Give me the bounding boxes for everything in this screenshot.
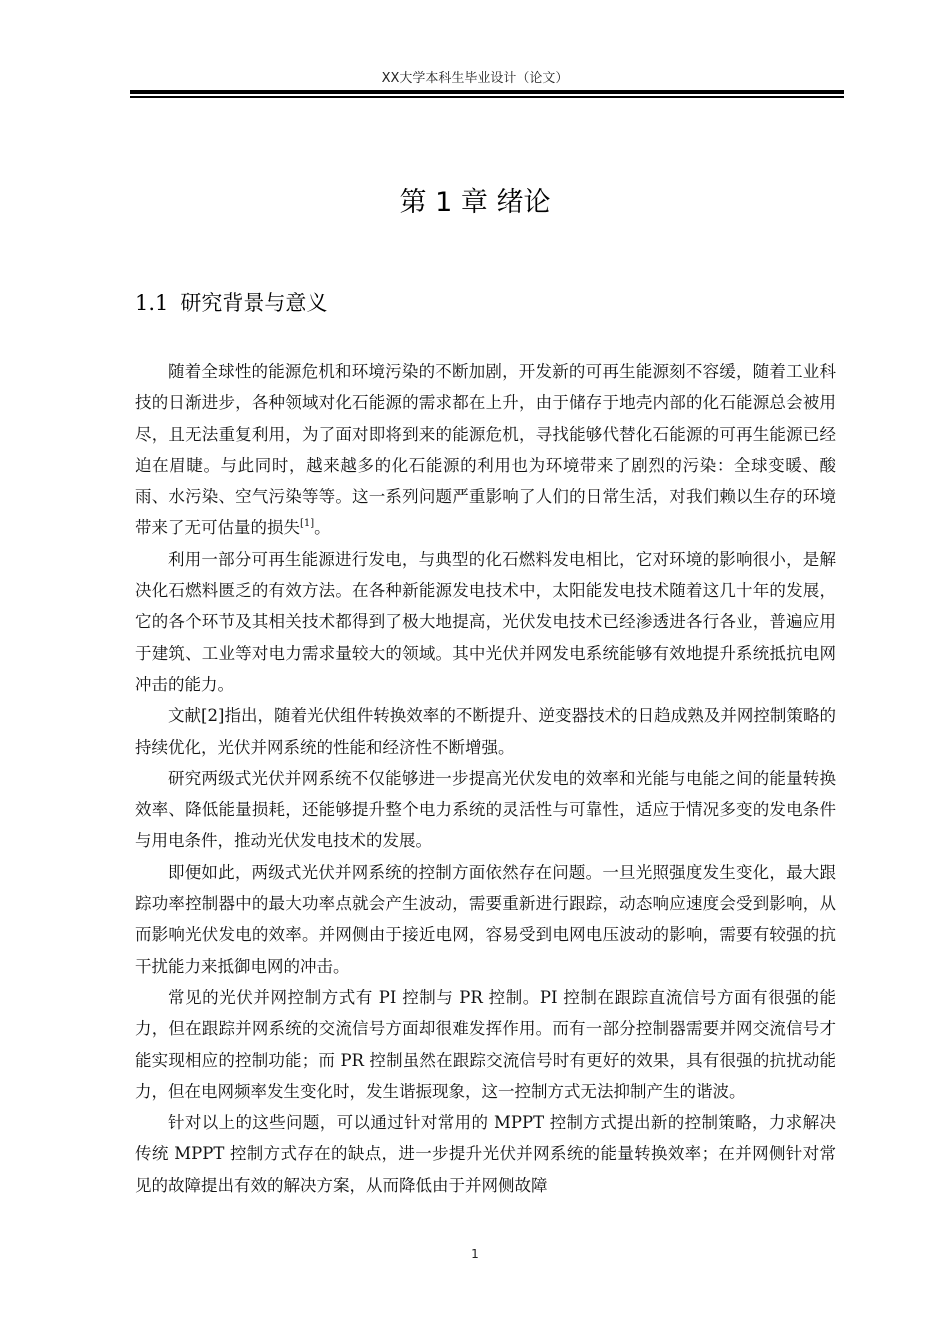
section-number: 1.1 [135,291,169,315]
section-title: 研究背景与意义 [180,291,328,315]
body-text [135,356,836,1201]
paragraph-end: 。 [314,518,331,538]
running-header: XX大学本科生毕业设计（论文） [381,71,569,86]
paragraph-text: 随着全球性的能源危机和环境污染的不断加剧，开发新的可再生能源刻不容缓，随着工业科技的日渐进步，各种领域对化石能源的需求都在上升，由于储存于地壳内部的化石能源总会被用尽，且无法重复利用，为了面对即将到来的能源危机，寻找能够代替化石能源的可再生能源已经迫在眉睫。与此同时，越来越多的化石能源的利用也为环境带来了剧烈的污染：全球变暖、酸雨、水污染、空气污染等等。这一系列问题严重影响了人们的日常生活，对我们赖以生存的环境带来了无可估量的损失 [135,362,836,538]
chapter-title: 第 1 章 绪论 [399,187,551,218]
section-heading [135,289,327,317]
header-rule-thin [130,96,844,98]
paragraph: 研究两级式光伏并网系统不仅能够进一步提高光伏发电的效率和光能与电能之间的能量转换效率、降低能量损耗，还能够提升整个电力系统的灵活性与可靠性，适应于情况多变的发电条件与用电条件，推动光伏发电技术的发展。 [135,768,836,851]
citation-ref: [1] [300,518,315,530]
page-number: 1 [471,1247,479,1261]
paragraph: 即便如此，两级式光伏并网系统的控制方面依然存在问题。一旦光照强度发生变化，最大跟踪功率控制器中的最大功率点就会产生波动，需要重新进行跟踪，动态响应速度会受到影响，从而影响光伏发电的效率。并网侧由于接近电网，容易受到电网电压波动的影响，需要有较强的抗干扰能力来抵御电网的冲击。 [135,862,836,976]
paragraph: 利用一部分可再生能源进行发电，与典型的化石燃料发电相比，它对环境的影响很小，是解决化石燃料匮乏的有效方法。在各种新能源发电技术中，太阳能发电技术随着这几十年的发展，它的各个环节及其相关技术都得到了极大地提高，光伏发电技术已经渗透进各行各业，普遍应用于建筑、工业等对电力需求量较大的领域。其中光伏并网发电系统能够有效地提升系统抵抗电网冲击的能力。 [135,549,836,694]
paragraph: 针对以上的这些问题，可以通过针对常用的 MPPT 控制方式提出新的控制策略，力求解决传统 MPPT 控制方式存在的缺点，进一步提升光伏并网系统的能量转换效率；在并网侧针对常见的故障提出有效的解决方案，从而降低由于并网侧故障 [135,1113,836,1195]
paragraph: 常见的光伏并网控制方式有 PI 控制与 PR 控制。PI 控制在跟踪直流信号方面有很强的能力，但在跟踪并网系统的交流信号方面却很难发挥作用。而有一部分控制器需要并网交流信号才能实现相应的控制功能；而 PR 控制虽然在跟踪交流信号时有更好的效果，具有很强的抗扰动能力，但在电网频率发生变化时，发生谐振现象，这一控制方式无法抑制产生的谐波。 [135,987,836,1101]
paragraph: 文献[2]指出，随着光伏组件转换效率的不断提升、逆变器技术的日趋成熟及并网控制策略的持续优化，光伏并网系统的性能和经济性不断增强。 [135,706,836,757]
paragraph [135,356,836,544]
header-rule-thick [130,90,844,94]
